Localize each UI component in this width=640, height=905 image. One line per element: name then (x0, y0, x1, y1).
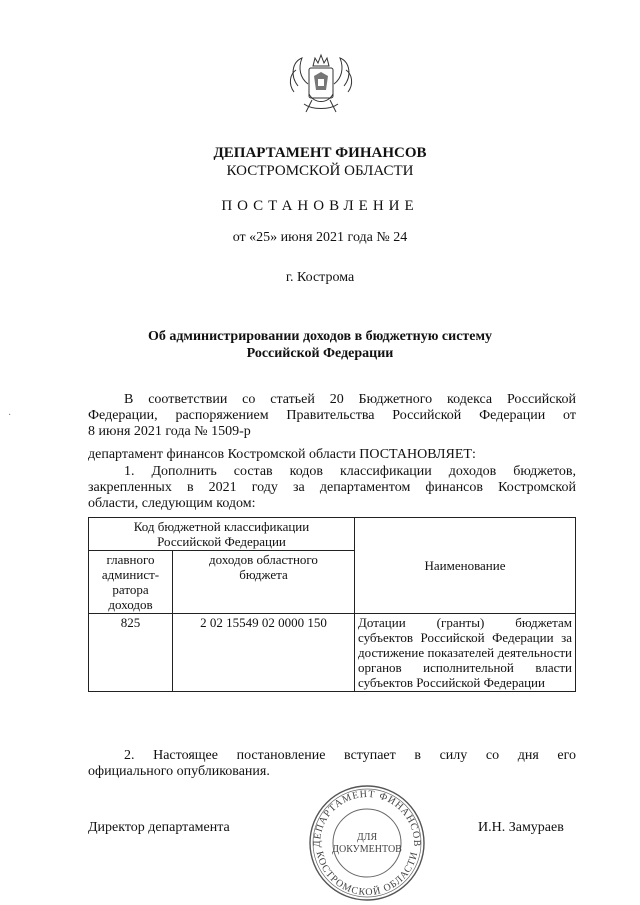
resolves-paragraph: департамент финансов Костромской области ПОСТАНОВЛЯЕТ: (88, 447, 476, 462)
seal-ring-bottom-text: КОСТРОМСКОЙ ОБЛАСТИ (313, 850, 421, 899)
table-header-row (89, 518, 576, 551)
item-2-line-2: официального опубликования. (88, 764, 270, 779)
signatory-position: Директор департамента (88, 820, 230, 835)
header-income-line-2: бюджета (239, 567, 288, 582)
official-seal (302, 784, 432, 902)
item-2-line-1: 2. Настоящее постановление вступает в силу со дня его (124, 748, 576, 763)
header-income-line-1: доходов областного (209, 552, 318, 567)
subject-line-1: Об администрировании доходов в бюджетную систему (147, 329, 493, 344)
item-1-line-1: 1. Дополнить состав кодов классификации доходов бюджетов, (124, 464, 576, 479)
header-admin-line-1: главного (106, 552, 155, 567)
document-date-number: от «25» июня 2021 года № 24 (232, 230, 408, 245)
document-city: г. Кострома (285, 270, 355, 285)
subject-line-2: Российской Федерации (246, 346, 394, 361)
cell-admin-code: 825 (89, 614, 173, 692)
seal-center-line-2: ДОКУМЕНТОВ (332, 844, 402, 855)
header-admin-line-2: админист- (101, 567, 160, 582)
header-admin-line-3: ратора (112, 582, 149, 597)
item-2-paragraph (88, 748, 576, 780)
coat-of-arms-emblem (286, 48, 356, 116)
budget-codes-table (88, 517, 576, 692)
item-1-line-3: области, следующим кодом: (88, 496, 256, 511)
seal-center-line-1: ДЛЯ (356, 832, 378, 843)
header-code-line-2: Российской Федерации (157, 534, 286, 549)
cell-income-code: 2 02 15549 02 0000 150 (173, 614, 355, 692)
seal-ring-top-text: ДЕПАРТАМЕНТ ФИНАНСОВ (311, 788, 423, 848)
intro-line-3: 8 июня 2021 года № 1509-р (88, 424, 251, 439)
header-name: Наименование (355, 518, 576, 614)
header-income (173, 551, 355, 614)
intro-line-1: В соответствии со статьей 20 Бюджетного кодекса Российской (124, 392, 576, 407)
header-admin (89, 551, 173, 614)
intro-paragraph (88, 392, 576, 440)
cell-name: Дотации (гранты) бюджетам субъектов Российской Федерации за достижение показателей деятельности органов исполнительной власти субъектов Российской Федерации (355, 614, 576, 692)
table-row (89, 614, 576, 692)
header-admin-line-4: доходов (108, 597, 153, 612)
intro-line-2: Федерации, распоряжением Правительства Российской Федерации от (88, 408, 576, 423)
document-type: ПОСТАНОВЛЕНИЕ (221, 198, 419, 214)
item-1-paragraph (88, 464, 576, 512)
signatory-name: И.Н. Замураев (478, 820, 564, 835)
header-code-classification (89, 518, 355, 551)
header-code-line-1: Код бюджетной классификации (133, 519, 310, 534)
department-name: ДЕПАРТАМЕНТ ФИНАНСОВ (213, 145, 427, 161)
margin-mark: · (8, 410, 12, 421)
department-region: КОСТРОМСКОЙ ОБЛАСТИ (226, 163, 414, 179)
document-subject (0, 328, 640, 362)
item-1-line-2: закрепленных в 2021 году за департаментом финансов Костромской (88, 480, 576, 495)
